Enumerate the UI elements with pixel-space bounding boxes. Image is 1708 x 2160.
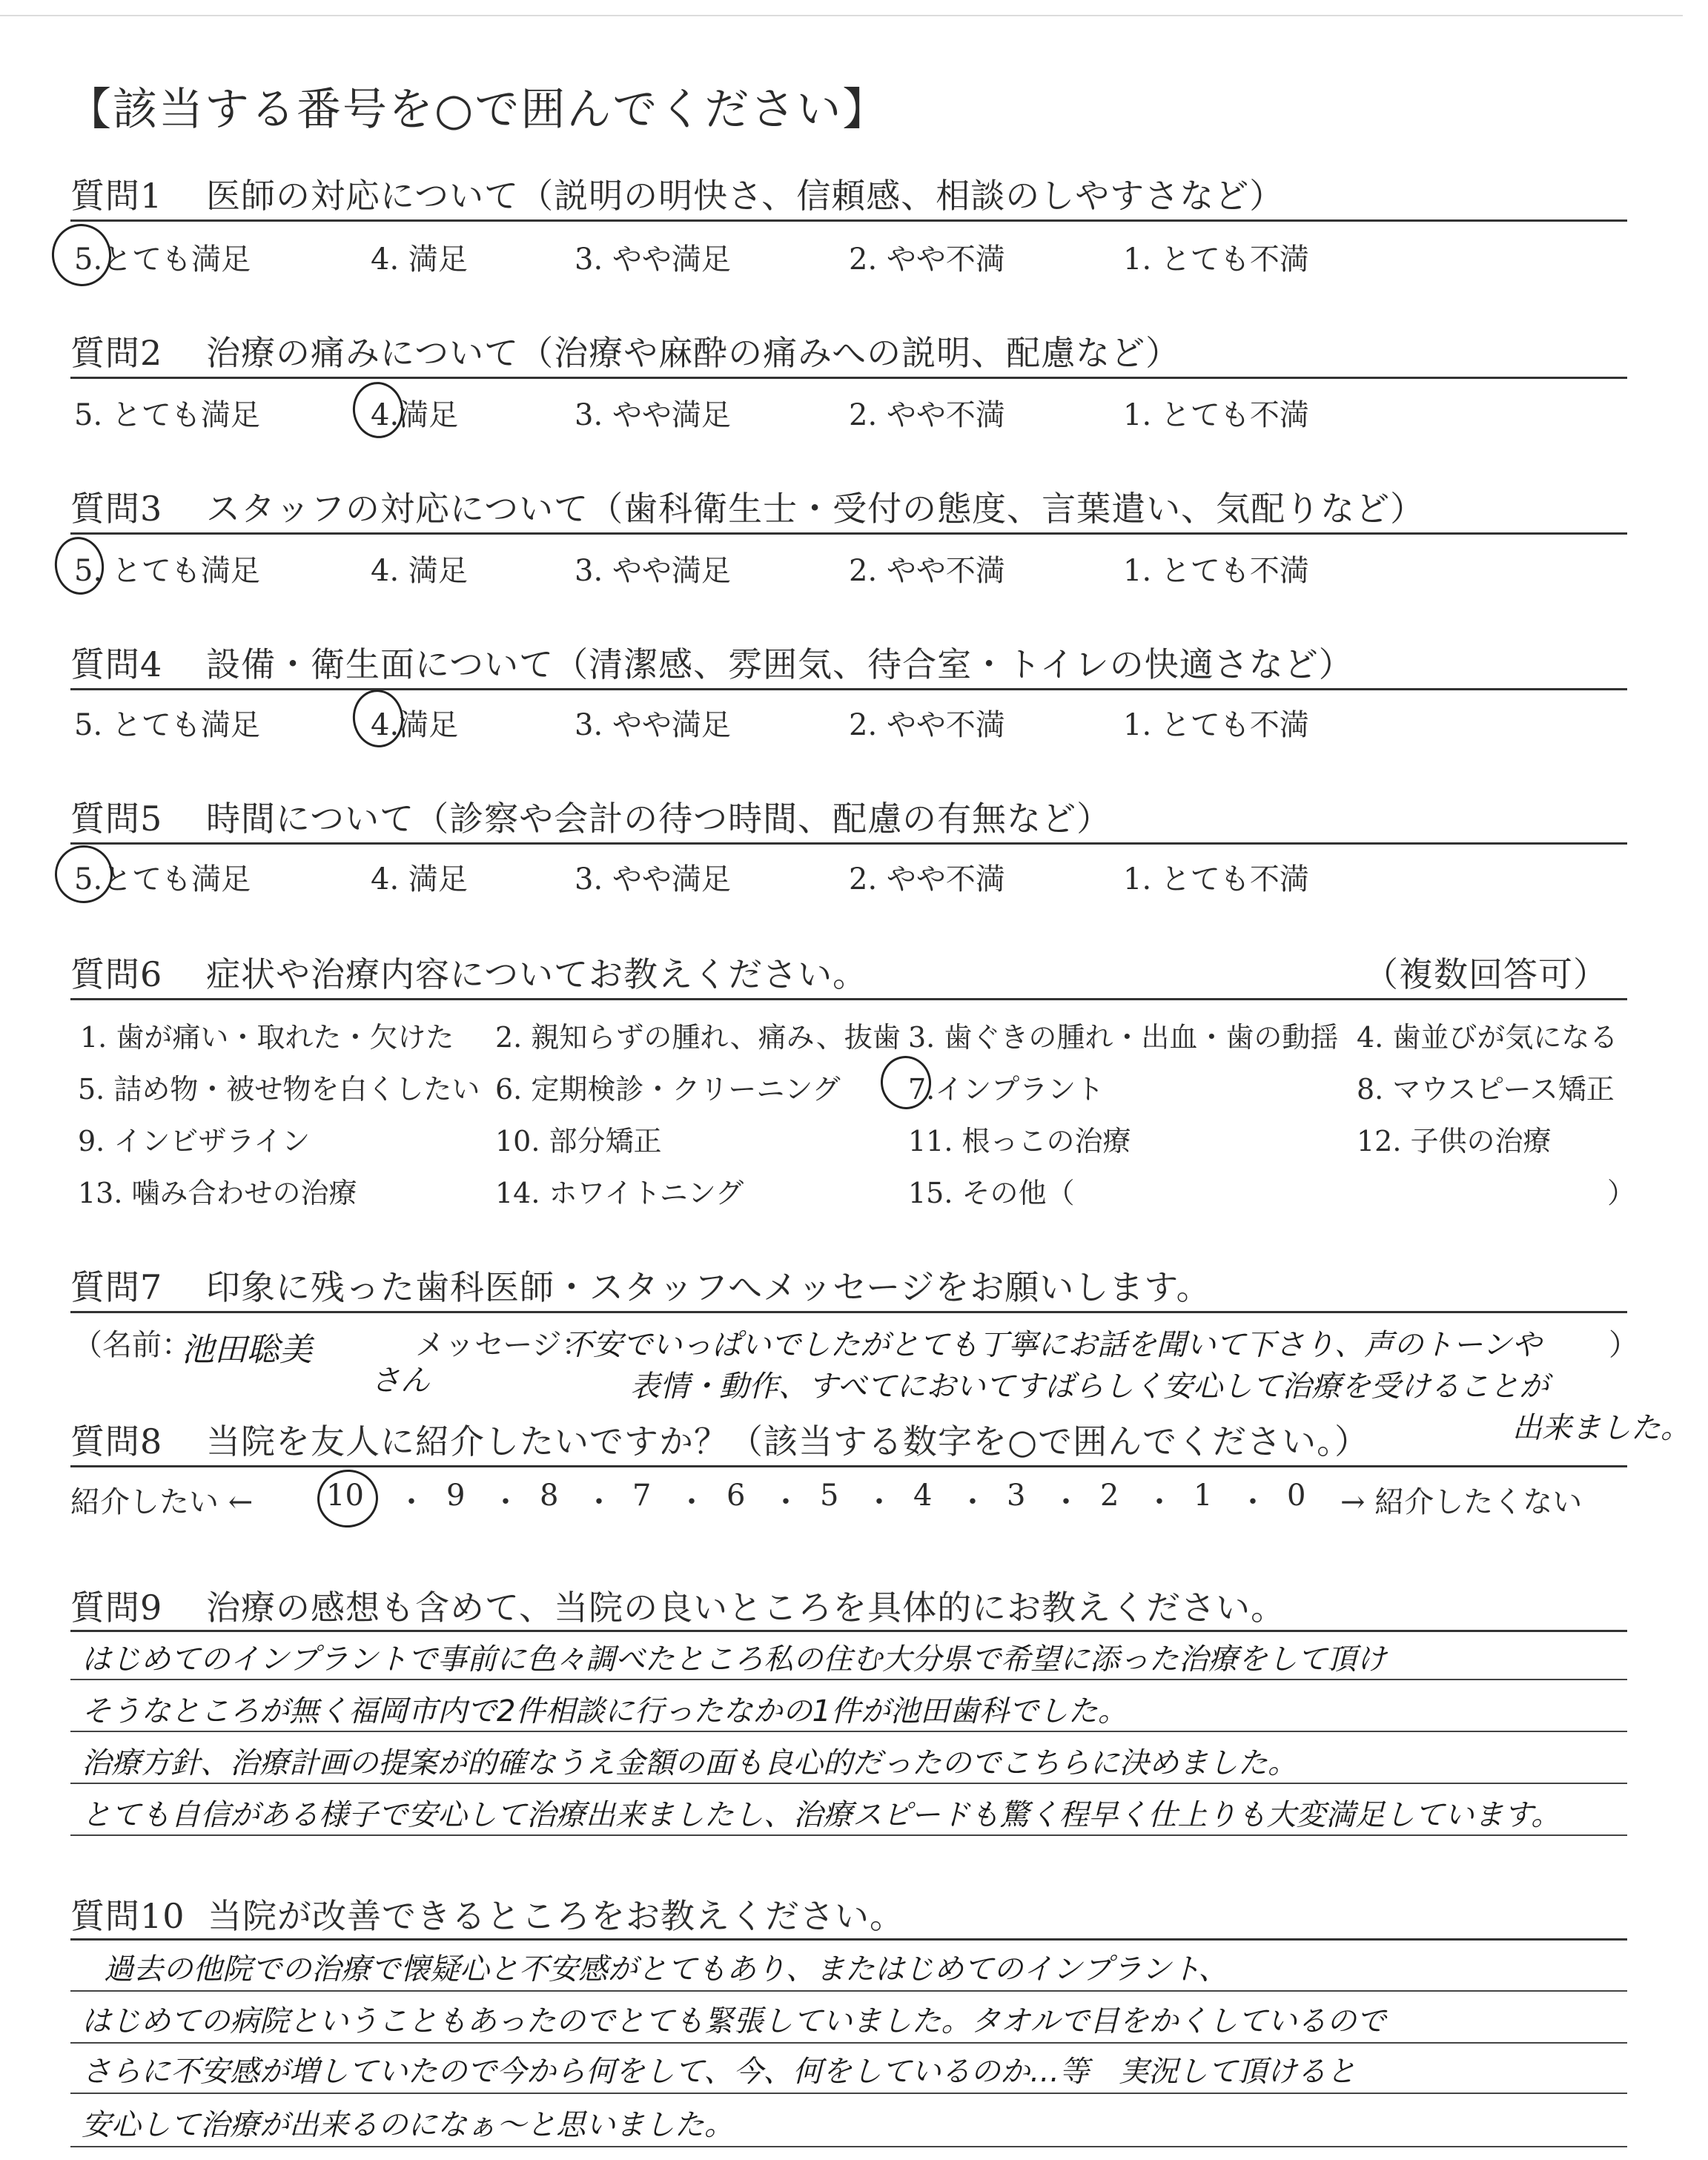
q3-rule bbox=[70, 532, 1627, 535]
q8-scale-dot: ・ bbox=[1238, 1485, 1268, 1519]
q2-option-2[interactable]: 2. やや不満 bbox=[849, 398, 1005, 432]
q8-scale-dot: ・ bbox=[864, 1485, 894, 1519]
q5-option-1[interactable]: 1. とても不満 bbox=[1123, 862, 1309, 896]
q8-scale-dot: ・ bbox=[1051, 1485, 1081, 1519]
q9-line-2 bbox=[70, 1731, 1627, 1732]
q10-line-3 bbox=[70, 2093, 1627, 2094]
q8-left-label: 紹介したい ← bbox=[70, 1485, 254, 1519]
q7-label: 質問7 bbox=[70, 1267, 163, 1307]
q4-option-3[interactable]: 3. やや満足 bbox=[575, 708, 731, 742]
q8-scale-dot: ・ bbox=[491, 1485, 520, 1519]
q4-option-2[interactable]: 2. やや不満 bbox=[849, 708, 1005, 742]
q9-label: 質問9 bbox=[70, 1588, 163, 1628]
q3-label: 質問3 bbox=[70, 489, 163, 529]
q9-line-1 bbox=[70, 1679, 1627, 1680]
q8-label: 質問8 bbox=[70, 1421, 163, 1462]
q8-scale-8[interactable]: 8 bbox=[540, 1479, 559, 1513]
q6-rule bbox=[70, 998, 1627, 1000]
q2-option-4[interactable]: 4.満足 bbox=[371, 398, 459, 432]
scan-edge bbox=[0, 15, 1683, 16]
q8-scale-6[interactable]: 6 bbox=[726, 1479, 746, 1513]
q1-option-1[interactable]: 1. とても不満 bbox=[1123, 242, 1309, 277]
q9-line-4 bbox=[70, 1834, 1627, 1836]
q6-text: 症状や治療内容についてお教えください。 bbox=[206, 954, 868, 994]
q7-name-label: （名前： bbox=[73, 1328, 191, 1362]
q8-scale-2[interactable]: 2 bbox=[1100, 1479, 1119, 1513]
q9-line-3 bbox=[70, 1783, 1627, 1784]
q3-option-1[interactable]: 1. とても不満 bbox=[1123, 554, 1309, 588]
q9-answer-line-2[interactable]: そうなところが無く福岡市内で2件相談に行ったなかの1件が池田歯科でした。 bbox=[82, 1694, 1128, 1728]
q8-scale-dot: ・ bbox=[1145, 1485, 1174, 1519]
q4-label: 質問4 bbox=[70, 644, 163, 684]
q8-scale-dot: ・ bbox=[958, 1485, 987, 1519]
q2-text: 治療の痛みについて（治療や麻酔の痛みへの説明、配慮など） bbox=[206, 333, 1181, 373]
q6-option-13[interactable]: 13. 噛み合わせの治療 bbox=[78, 1177, 357, 1209]
q6-option-5[interactable]: 5. 詰め物・被せ物を白くしたい bbox=[78, 1073, 480, 1106]
q9-text: 治療の感想も含めて、当院の良いところを具体的にお教えください。 bbox=[206, 1588, 1286, 1628]
q1-option-3[interactable]: 3. やや満足 bbox=[575, 242, 731, 277]
q8-scale-1[interactable]: 1 bbox=[1194, 1479, 1213, 1513]
q5-text: 時間について（診察や会計の待つ時間、配慮の有無など） bbox=[206, 799, 1112, 839]
q7-message-line-3[interactable]: 出来ました。 bbox=[1512, 1411, 1690, 1445]
q5-rule bbox=[70, 842, 1627, 845]
q8-scale-dot: ・ bbox=[584, 1485, 614, 1519]
q1-option-4[interactable]: 4. 満足 bbox=[371, 242, 468, 277]
q5-option-3[interactable]: 3. やや満足 bbox=[575, 862, 731, 896]
q5-option-4[interactable]: 4. 満足 bbox=[371, 862, 468, 896]
q10-line-1 bbox=[70, 1990, 1627, 1992]
q3-option-2[interactable]: 2. やや不満 bbox=[849, 554, 1005, 588]
q2-option-3[interactable]: 3. やや満足 bbox=[575, 398, 731, 432]
q3-option-4[interactable]: 4. 満足 bbox=[371, 554, 468, 588]
q8-scale-5[interactable]: 5 bbox=[820, 1479, 839, 1513]
q6-option-4[interactable]: 4. 歯並びが気になる bbox=[1357, 1021, 1618, 1054]
q8-scale-4[interactable]: 4 bbox=[913, 1479, 933, 1513]
q10-answer-line-3[interactable]: さらに不安感が増していたので今から何をして、今、何をしているのか…等 実況して頂けると bbox=[82, 2055, 1357, 2089]
q1-selection-circle bbox=[48, 220, 116, 290]
q6-option-8[interactable]: 8. マウスピース矯正 bbox=[1357, 1073, 1615, 1106]
q1-option-2[interactable]: 2. やや不満 bbox=[849, 242, 1005, 277]
q6-option-11[interactable]: 11. 根っこの治療 bbox=[908, 1125, 1131, 1157]
q7-message-line-1[interactable]: 不安でいっぱいでしたがとても丁寧にお話を聞いて下さり、声のトーンや bbox=[563, 1328, 1542, 1362]
q2-label: 質問2 bbox=[70, 333, 163, 373]
q6-option-1[interactable]: 1. 歯が痛い・取れた・欠けた bbox=[80, 1021, 454, 1054]
q7-message-line-2[interactable]: 表情・動作、すべてにおいてすばらしく安心して治療を受けることが bbox=[630, 1370, 1549, 1404]
q6-note: （複数回答可） bbox=[1364, 954, 1608, 994]
q3-option-3[interactable]: 3. やや満足 bbox=[575, 554, 731, 588]
q1-rule bbox=[70, 219, 1627, 222]
q8-scale-0[interactable]: 0 bbox=[1287, 1479, 1306, 1513]
q6-option-10[interactable]: 10. 部分矯正 bbox=[495, 1125, 662, 1157]
q6-option-9[interactable]: 9. インビザライン bbox=[78, 1125, 311, 1157]
q8-rule bbox=[70, 1465, 1627, 1467]
q6-option-2[interactable]: 2. 親知らずの腫れ、痛み、抜歯 bbox=[495, 1021, 901, 1054]
q8-scale-9[interactable]: 9 bbox=[446, 1479, 466, 1513]
q5-option-2[interactable]: 2. やや不満 bbox=[849, 862, 1005, 896]
q10-answer-line-1[interactable]: 過去の他院での治療で懐疑心と不安感がとてもあり、またはじめてのインプラント、 bbox=[104, 1952, 1228, 1986]
q1-text: 医師の対応について（説明の明快さ、信頼感、相談のしやすさなど） bbox=[206, 176, 1285, 216]
q4-rule bbox=[70, 688, 1627, 690]
q1-label: 質問1 bbox=[70, 176, 163, 216]
q4-option-4[interactable]: 4.満足 bbox=[371, 708, 459, 742]
q8-right-label: → 紹介したくない bbox=[1340, 1485, 1583, 1519]
q7-message-label: メッセージ： bbox=[415, 1328, 592, 1362]
q3-option-5[interactable]: 5. とても満足 bbox=[74, 554, 260, 588]
q10-answer-line-4[interactable]: 安心して治療が出来るのになぁ〜と思いました。 bbox=[82, 2108, 734, 2142]
q1-option-5[interactable]: 5.とても満足 bbox=[74, 242, 251, 277]
q9-answer-line-3[interactable]: 治療方針、治療計画の提案が的確なうえ金額の面も良心的だったのでこちらに決めました。 bbox=[82, 1746, 1297, 1780]
q7-name-suffix: さん bbox=[371, 1364, 430, 1398]
q8-scale-dot: ・ bbox=[677, 1485, 706, 1519]
q8-text: 当院を友人に紹介したいですか？（該当する数字を○で囲んでください。） bbox=[206, 1421, 1370, 1462]
q2-option-5[interactable]: 5. とても満足 bbox=[74, 398, 260, 432]
q5-option-5[interactable]: 5.とても満足 bbox=[74, 862, 251, 896]
q6-option-12[interactable]: 12. 子供の治療 bbox=[1357, 1125, 1552, 1157]
q6-label: 質問6 bbox=[70, 954, 163, 994]
q8-scale-3[interactable]: 3 bbox=[1007, 1479, 1026, 1513]
q3-text: スタッフの対応について（歯科衛生士・受付の態度、言葉遣い、気配りなど） bbox=[206, 489, 1426, 529]
q9-answer-line-1[interactable]: はじめてのインプラントで事前に色々調べたところ私の住む大分県で希望に添った治療をして頂け bbox=[82, 1642, 1386, 1677]
q6-option-15-close: ） bbox=[1607, 1177, 1636, 1209]
q6-option-14[interactable]: 14. ホワイトニング bbox=[495, 1177, 744, 1209]
q6-option-6[interactable]: 6. 定期検診・クリーニング bbox=[495, 1073, 841, 1106]
q10-label: 質問10 bbox=[70, 1896, 185, 1936]
q7-text: 印象に残った歯科医師・スタッフへメッセージをお願いします。 bbox=[206, 1267, 1211, 1307]
q5-label: 質問5 bbox=[70, 799, 163, 839]
q10-text: 当院が改善できるところをお教えください。 bbox=[208, 1896, 904, 1936]
form-instruction: 【該当する番号を○で囲んでください】 bbox=[67, 84, 889, 136]
q6-option-3[interactable]: 3. 歯ぐきの腫れ・出血・歯の動揺 bbox=[908, 1021, 1339, 1054]
q4-option-5[interactable]: 5. とても満足 bbox=[74, 708, 260, 742]
q7-name-value[interactable]: 池田聡美 bbox=[182, 1331, 312, 1369]
q8-scale-10[interactable]: 10 bbox=[326, 1479, 364, 1513]
q10-line-2 bbox=[70, 2042, 1627, 2044]
q7-rule bbox=[70, 1311, 1627, 1313]
q6-option-7[interactable]: 7.インプラント bbox=[908, 1073, 1105, 1106]
q9-rule bbox=[70, 1630, 1627, 1632]
q9-answer-line-4[interactable]: とても自信がある様子で安心して治療出来ましたし、治療スピードも驚く程早く仕上りも大変満足しています。 bbox=[82, 1798, 1561, 1832]
q2-rule bbox=[70, 377, 1627, 379]
q10-line-4 bbox=[70, 2146, 1627, 2147]
q2-option-1[interactable]: 1. とても不満 bbox=[1123, 398, 1309, 432]
q8-scale-7[interactable]: 7 bbox=[632, 1479, 652, 1513]
q4-option-1[interactable]: 1. とても不満 bbox=[1123, 708, 1309, 742]
q8-scale-dot: ・ bbox=[771, 1485, 801, 1519]
q8-scale-dot: ・ bbox=[397, 1485, 426, 1519]
q4-text: 設備・衛生面について（清潔感、雰囲気、待合室・トイレの快適さなど） bbox=[206, 644, 1354, 684]
q6-option-15[interactable]: 15. その他（ bbox=[908, 1177, 1075, 1209]
q10-answer-line-2[interactable]: はじめての病院ということもあったのでとても緊張していました。タオルで目をかくしているので bbox=[82, 2004, 1386, 2038]
q10-rule bbox=[70, 1938, 1627, 1941]
q7-close-paren: ） bbox=[1609, 1328, 1638, 1362]
